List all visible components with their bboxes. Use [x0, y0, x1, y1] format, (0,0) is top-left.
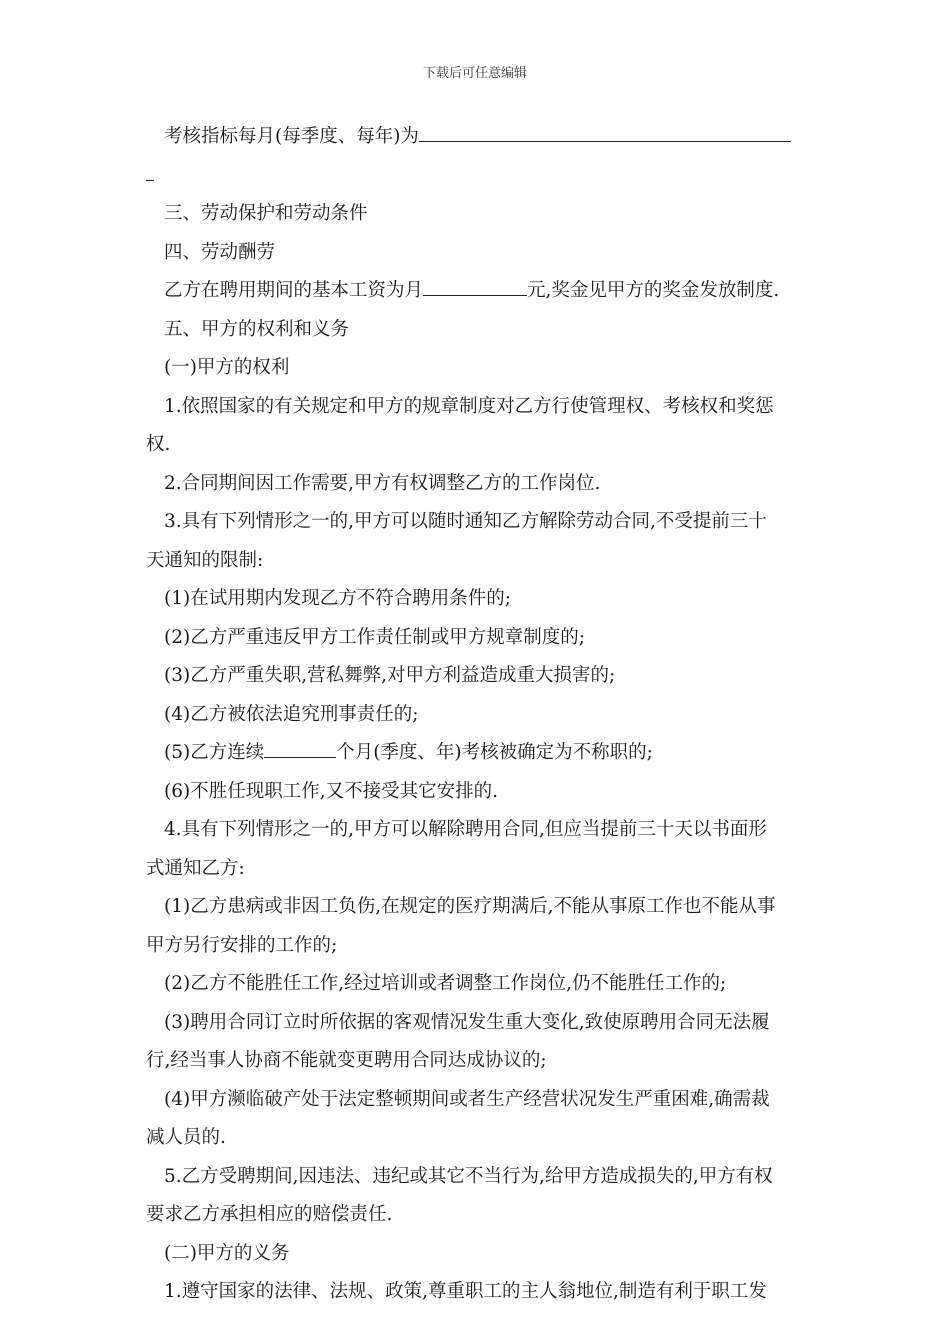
text-line: (5)乙方连续 个月(季度、年)考核被确定为不称职的; — [146, 734, 810, 773]
text-line: 4.具有下列情形之一的,甲方可以解除聘用合同,但应当提前三十天以书面形 — [164, 819, 767, 840]
document-body — [146, 118, 810, 1312]
fill-in-blank — [146, 162, 154, 181]
text-line: 减人员的. — [146, 1127, 226, 1148]
text-line: (4)甲方濒临破产处于法定整顿期间或者生产经营状况发生严重困难,确需裁 — [164, 1088, 770, 1110]
text-line: (2)乙方不能胜任工作,经过培训或者调整工作岗位,仍不能胜任工作的; — [164, 973, 727, 994]
text-line: 考核指标每月(每季度、每年)为 — [146, 118, 810, 157]
text-line — [146, 157, 810, 196]
text-line: (2)乙方严重违反甲方工作责任制或甲方规章制度的; — [164, 626, 585, 648]
page-header: 下载后可任意编辑 — [422, 66, 527, 81]
subsection-heading: (二)甲方的义务 — [164, 1242, 290, 1264]
section-heading: 三、劳动保护和劳动条件 — [164, 203, 368, 224]
text-line: (3)乙方严重失职,营私舞弊,对甲方利益造成重大损害的; — [164, 665, 616, 686]
text-line: 甲方另行安排的工作的; — [146, 934, 338, 956]
text-line: (3)聘用合同订立时所依据的客观情况发生重大变化,致使原聘用合同无法履 — [164, 1011, 770, 1033]
text-line: 3.具有下列情形之一的,甲方可以随时通知乙方解除劳动合同,不受提前三十 — [164, 511, 767, 532]
text-line: 天通知的限制: — [146, 549, 264, 571]
text-line: 乙方在聘用期间的基本工资为月 元,奖金见甲方的奖金发放制度. — [146, 272, 810, 311]
text-line: 1.遵守国家的法律、法规、政策,尊重职工的主人翁地位,制造有利于职工发 — [164, 1281, 767, 1302]
section-heading: 五、甲方的权利和义务 — [164, 318, 350, 340]
text-line: (6)不胜任现职工作,又不接受其它安排的. — [164, 780, 498, 802]
fill-in-blank — [423, 277, 527, 296]
text-line: 行,经当事人协商不能就变更聘用合同达成协议的; — [146, 1050, 547, 1071]
text-line: 式通知乙方: — [146, 857, 245, 879]
section-heading: 四、劳动酬劳 — [164, 241, 276, 263]
fill-in-blank — [419, 123, 791, 142]
text-line: (4)乙方被依法追究刑事责任的; — [164, 703, 419, 725]
fill-in-blank — [264, 739, 336, 758]
text-line: (1)乙方患病或非因工负伤,在规定的医疗期满后,不能从事原工作也不能从事 — [164, 896, 776, 917]
text-line: 权. — [146, 434, 171, 455]
text-line: 5.乙方受聘期间,因违法、违纪或其它不当行为,给甲方造成损失的,甲方有权 — [164, 1165, 773, 1187]
text-line: 要求乙方承担相应的赔偿责任. — [146, 1204, 393, 1225]
subsection-heading: (一)甲方的权利 — [164, 357, 290, 378]
text-line: 1.依照国家的有关规定和甲方的规章制度对乙方行使管理权、考核权和奖惩 — [164, 395, 774, 417]
text-line: (1)在试用期内发现乙方不符合聘用条件的; — [164, 588, 511, 609]
text-line: 2.合同期间因工作需要,甲方有权调整乙方的工作岗位. — [164, 472, 601, 494]
